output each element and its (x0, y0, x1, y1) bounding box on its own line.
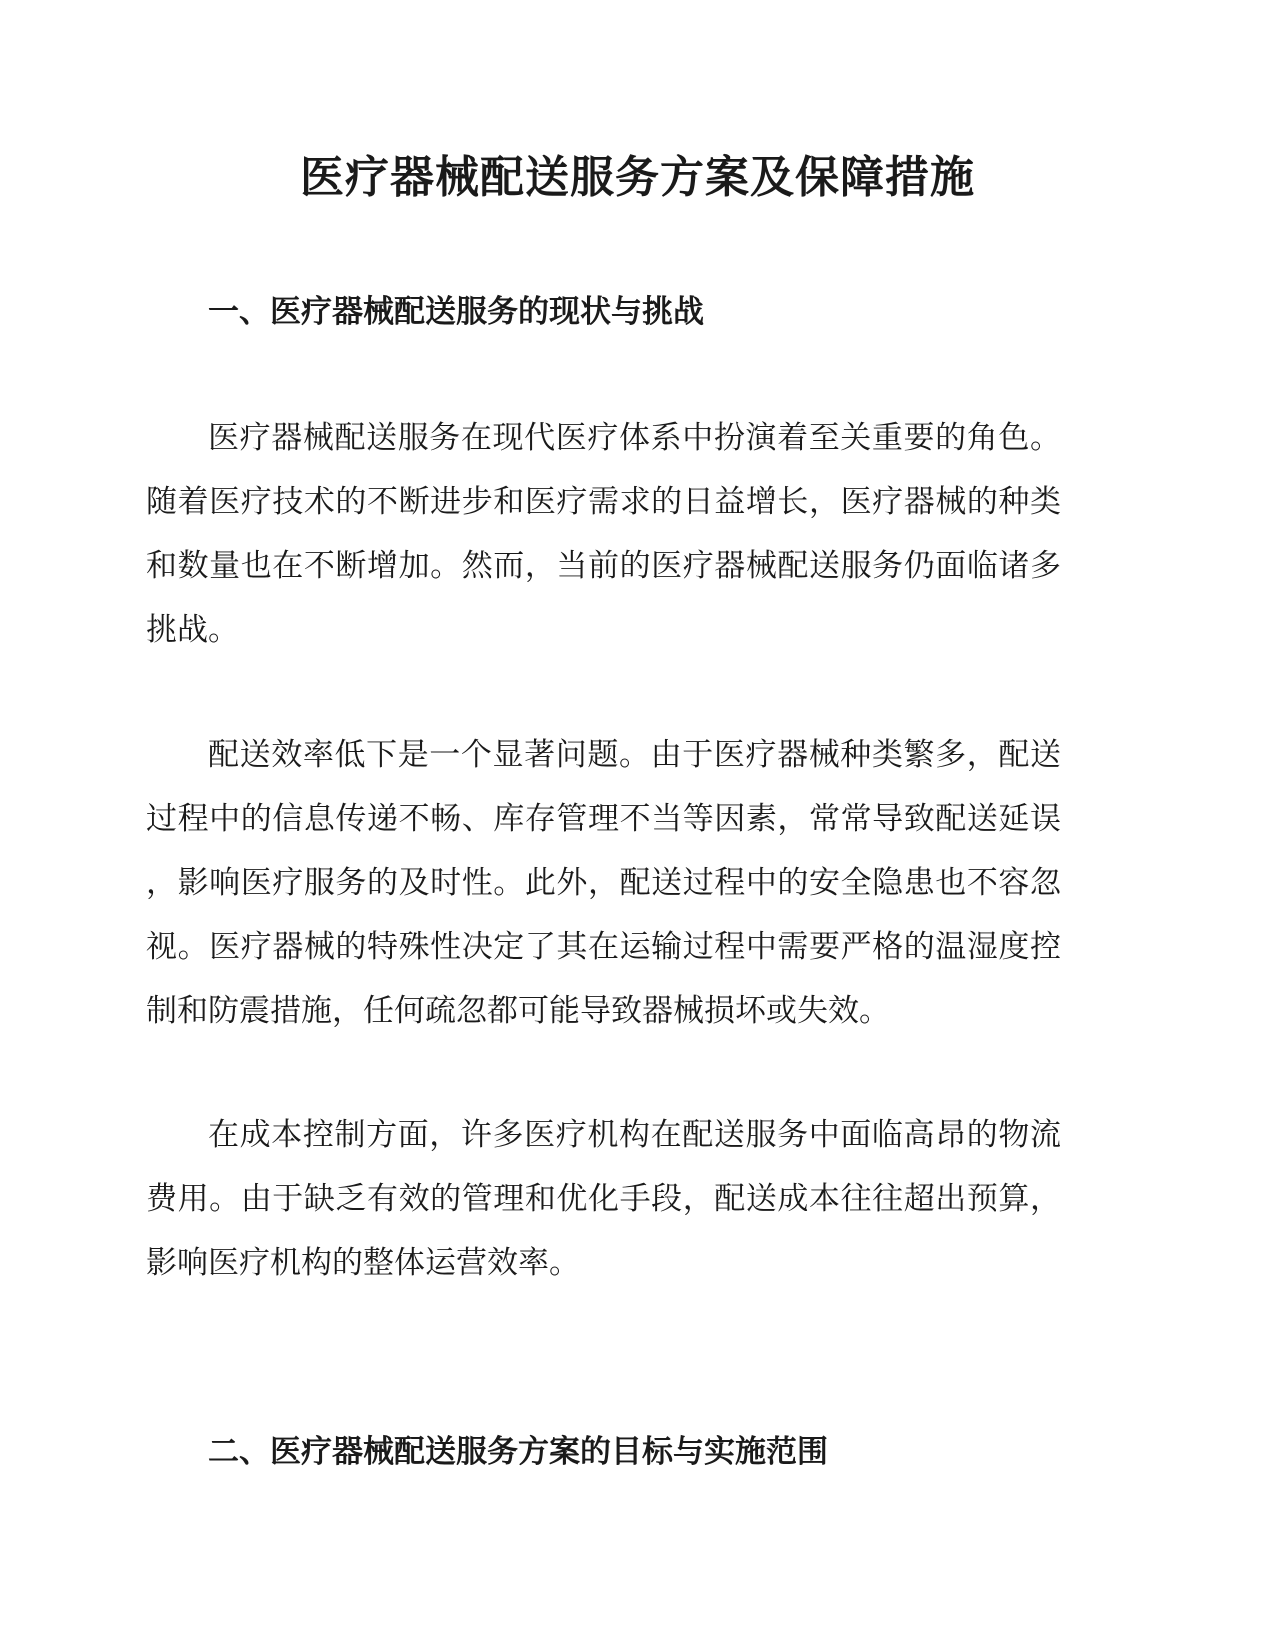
paragraph-line: 视。医疗器械的特殊性决定了其在运输过程中需要严格的温湿度控 (146, 929, 1061, 965)
paragraph-line: 医疗器械配送服务在现代医疗体系中扮演着至关重要的角色。 (208, 420, 1061, 456)
paragraph-line: ，影响医疗服务的及时性。此外，配送过程中的安全隐患也不容忽 (146, 865, 1061, 901)
section-1-heading: 一、医疗器械配送服务的现状与挑战 (208, 294, 704, 330)
paragraph-line: 和数量也在不断增加。然而，当前的医疗器械配送服务仍面临诸多 (146, 548, 1061, 584)
paragraph-line: 随着医疗技术的不断进步和医疗需求的日益增长，医疗器械的种类 (146, 484, 1061, 520)
paragraph-line: 在成本控制方面，许多医疗机构在配送服务中面临高昂的物流 (208, 1117, 1061, 1153)
paragraph-1 (146, 406, 1061, 662)
paragraph-3 (146, 1103, 1061, 1295)
section-2-heading: 二、医疗器械配送服务方案的目标与实施范围 (208, 1434, 828, 1470)
document-title: 医疗器械配送服务方案及保障措施 (300, 152, 975, 203)
paragraph-line: 配送效率低下是一个显著问题。由于医疗器械种类繁多，配送 (208, 737, 1061, 773)
paragraph-line: 影响医疗机构的整体运营效率。 (146, 1245, 580, 1281)
paragraph-line: 过程中的信息传递不畅、库存管理不当等因素，常常导致配送延误 (146, 801, 1061, 837)
paragraph-2 (146, 723, 1061, 1043)
paragraph-line: 制和防震措施，任何疏忽都可能导致器械损坏或失效。 (146, 993, 890, 1029)
paragraph-line: 费用。由于缺乏有效的管理和优化手段，配送成本往往超出预算， (146, 1181, 1061, 1217)
paragraph-line: 挑战。 (146, 612, 239, 648)
